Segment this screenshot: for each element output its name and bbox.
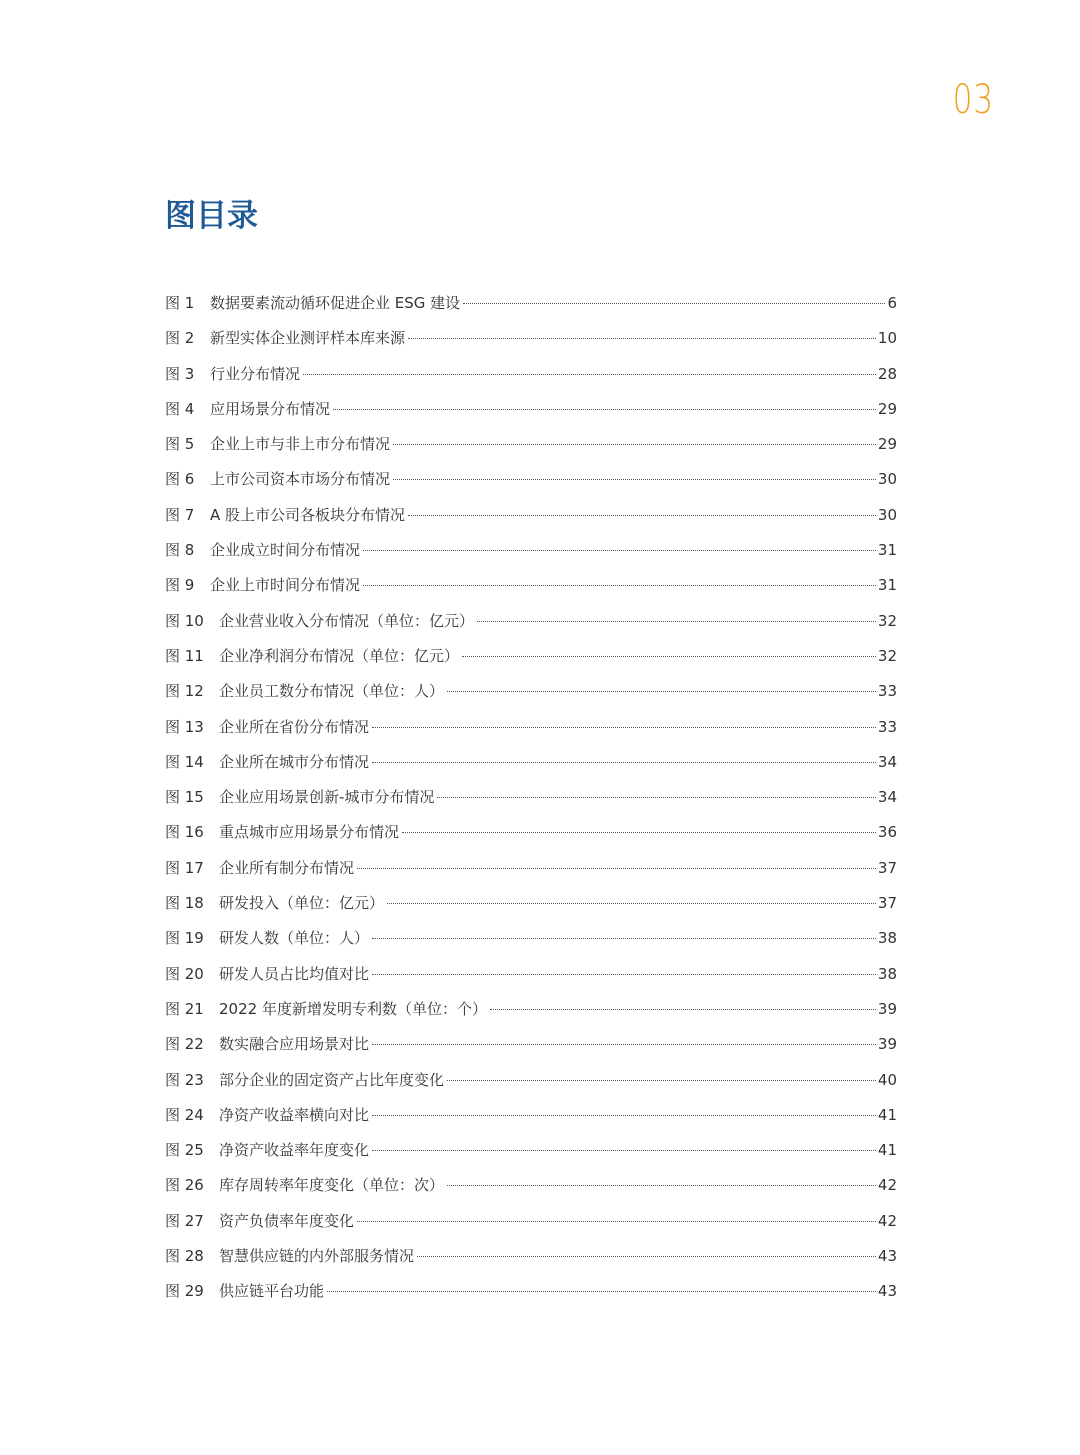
figure-number: 图 12 <box>165 682 204 701</box>
toc-entry[interactable] <box>165 392 897 427</box>
figure-title: 企业净利润分布情况（单位：亿元） <box>219 646 460 665</box>
figure-number: 图 6 <box>165 470 195 489</box>
dot-leader <box>393 444 876 445</box>
figure-page-number: 39 <box>877 999 897 1018</box>
figure-title: 企业所有制分布情况 <box>219 858 355 877</box>
figure-page-number: 30 <box>877 505 897 524</box>
dot-leader <box>372 974 876 975</box>
dot-leader <box>333 409 876 410</box>
figure-title: 研发人员占比均值对比 <box>219 964 370 983</box>
figure-number: 图 28 <box>165 1247 204 1266</box>
figure-page-number: 32 <box>877 611 897 630</box>
dot-leader <box>447 691 876 692</box>
figure-page-number: 10 <box>877 329 897 348</box>
figure-number: 图 20 <box>165 964 204 983</box>
figure-page-number: 38 <box>877 929 897 948</box>
figure-number: 图 23 <box>165 1070 204 1089</box>
figure-list <box>165 286 897 1310</box>
toc-entry[interactable] <box>165 533 897 568</box>
toc-entry[interactable] <box>165 321 897 356</box>
dot-leader <box>490 1009 876 1010</box>
figure-page-number: 37 <box>877 894 897 913</box>
figure-title: 上市公司资本市场分布情况 <box>210 470 391 489</box>
figure-title: 重点城市应用场景分布情况 <box>219 823 400 842</box>
figure-title: 库存周转率年度变化（单位：次） <box>219 1176 445 1195</box>
dot-leader <box>363 585 876 586</box>
figure-page-number: 29 <box>877 435 897 454</box>
figure-number: 图 18 <box>165 894 204 913</box>
dot-leader <box>372 762 876 763</box>
dot-leader <box>327 1291 876 1292</box>
figure-number: 图 5 <box>165 435 195 454</box>
figure-number: 图 25 <box>165 1141 204 1160</box>
figure-number: 图 8 <box>165 541 195 560</box>
dot-leader <box>462 656 876 657</box>
figure-title: 应用场景分布情况 <box>210 399 331 418</box>
figure-number: 图 21 <box>165 999 204 1018</box>
toc-entry[interactable] <box>165 780 897 815</box>
toc-entry[interactable] <box>165 357 897 392</box>
dot-leader <box>447 1185 876 1186</box>
toc-entry[interactable] <box>165 921 897 956</box>
figure-number: 图 11 <box>165 646 204 665</box>
figure-title: 数据要素流动循环促进企业 ESG 建设 <box>210 294 461 312</box>
toc-entry[interactable] <box>165 710 897 745</box>
toc-entry[interactable] <box>165 1063 897 1098</box>
figure-number: 图 24 <box>165 1105 204 1124</box>
figure-number: 图 9 <box>165 576 195 595</box>
figure-page-number: 43 <box>877 1247 897 1266</box>
toc-entry[interactable] <box>165 604 897 639</box>
figure-title: 企业应用场景创新-城市分布情况 <box>219 788 435 807</box>
figure-number: 图 22 <box>165 1035 204 1054</box>
figure-title: 2022 年度新增发明专利数（单位：个） <box>219 999 487 1018</box>
toc-entry[interactable] <box>165 886 897 921</box>
figure-page-number: 34 <box>877 752 897 771</box>
toc-entry[interactable] <box>165 1098 897 1133</box>
figure-title: 企业成立时间分布情况 <box>210 541 361 560</box>
figure-title: 行业分布情况 <box>210 364 301 383</box>
dot-leader <box>447 1080 876 1081</box>
figure-number: 图 27 <box>165 1211 204 1230</box>
figure-number: 图 13 <box>165 717 204 736</box>
page-title: 图目录 <box>165 198 258 234</box>
figure-page-number: 42 <box>877 1211 897 1230</box>
figure-page-number: 33 <box>877 682 897 701</box>
dot-leader <box>408 515 876 516</box>
dot-leader <box>402 832 876 833</box>
figure-page-number: 30 <box>877 470 897 489</box>
figure-page-number: 36 <box>877 823 897 842</box>
figure-page-number: 33 <box>877 717 897 736</box>
figure-title: 供应链平台功能 <box>219 1282 325 1301</box>
figure-page-number: 41 <box>877 1141 897 1160</box>
figure-title: 企业上市与非上市分布情况 <box>210 435 391 454</box>
figure-number: 图 1 <box>165 294 195 312</box>
figure-page-number: 38 <box>877 964 897 983</box>
toc-entry[interactable] <box>165 674 897 709</box>
figure-number: 图 29 <box>165 1282 204 1301</box>
figure-title: 企业员工数分布情况（单位：人） <box>219 682 445 701</box>
figure-page-number: 42 <box>877 1176 897 1195</box>
figure-page-number: 31 <box>877 541 897 560</box>
figure-page-number: 31 <box>877 576 897 595</box>
toc-entry[interactable] <box>165 851 897 886</box>
dot-leader <box>372 1150 876 1151</box>
dot-leader <box>463 303 885 304</box>
figure-page-number: 43 <box>877 1282 897 1301</box>
figure-number: 图 15 <box>165 788 204 807</box>
dot-leader <box>393 479 876 480</box>
toc-entry[interactable] <box>165 1168 897 1203</box>
dot-leader <box>372 1115 876 1116</box>
toc-entry[interactable] <box>165 639 897 674</box>
dot-leader <box>357 868 876 869</box>
figure-page-number: 29 <box>877 399 897 418</box>
figure-number: 图 26 <box>165 1176 204 1195</box>
dot-leader <box>372 1044 876 1045</box>
figure-number: 图 19 <box>165 929 204 948</box>
figure-title: A 股上市公司各板块分布情况 <box>210 505 406 524</box>
figure-number: 图 4 <box>165 399 195 418</box>
dot-leader <box>408 338 876 339</box>
figure-title: 研发投入（单位：亿元） <box>219 894 385 913</box>
dot-leader <box>372 727 876 728</box>
figure-page-number: 39 <box>877 1035 897 1054</box>
figure-number: 图 7 <box>165 505 195 524</box>
dot-leader <box>437 797 875 798</box>
dot-leader <box>387 903 876 904</box>
toc-entry[interactable] <box>165 462 897 497</box>
dot-leader <box>477 621 876 622</box>
toc-entry[interactable] <box>165 498 897 533</box>
figure-number: 图 17 <box>165 858 204 877</box>
figure-number: 图 10 <box>165 611 204 630</box>
dot-leader <box>303 374 876 375</box>
toc-entry[interactable] <box>165 1133 897 1168</box>
page-number: 03 <box>952 77 994 123</box>
figure-page-number: 37 <box>877 858 897 877</box>
toc-entry[interactable] <box>165 427 897 462</box>
figure-page-number: 28 <box>877 364 897 383</box>
figure-title: 企业所在城市分布情况 <box>219 752 370 771</box>
figure-title: 企业营业收入分布情况（单位：亿元） <box>219 611 475 630</box>
dot-leader <box>372 938 876 939</box>
figure-title: 研发人数（单位：人） <box>219 929 370 948</box>
figure-title: 新型实体企业测评样本库来源 <box>210 329 406 348</box>
toc-entry[interactable] <box>165 286 897 321</box>
figure-number: 图 2 <box>165 329 195 348</box>
figure-page-number: 41 <box>877 1105 897 1124</box>
toc-entry[interactable] <box>165 815 897 850</box>
toc-entry[interactable] <box>165 745 897 780</box>
figure-page-number: 6 <box>887 294 897 312</box>
figure-page-number: 32 <box>877 646 897 665</box>
figure-number: 图 3 <box>165 364 195 383</box>
figure-title: 数实融合应用场景对比 <box>219 1035 370 1054</box>
toc-entry[interactable] <box>165 1274 897 1309</box>
figure-title: 部分企业的固定资产占比年度变化 <box>219 1070 445 1089</box>
figure-title: 净资产收益率年度变化 <box>219 1141 370 1160</box>
figure-title: 企业所在省份分布情况 <box>219 717 370 736</box>
figure-title: 净资产收益率横向对比 <box>219 1105 370 1124</box>
toc-entry[interactable] <box>165 568 897 603</box>
toc-entry[interactable] <box>165 1204 897 1239</box>
toc-entry[interactable] <box>165 957 897 992</box>
toc-entry[interactable] <box>165 1239 897 1274</box>
figure-number: 图 16 <box>165 823 204 842</box>
figure-page-number: 34 <box>877 788 897 807</box>
toc-entry[interactable] <box>165 1027 897 1062</box>
figure-page-number: 40 <box>877 1070 897 1089</box>
figure-number: 图 14 <box>165 752 204 771</box>
figure-title: 资产负债率年度变化 <box>219 1211 355 1230</box>
figure-title: 企业上市时间分布情况 <box>210 576 361 595</box>
dot-leader <box>357 1221 876 1222</box>
figure-title: 智慧供应链的内外部服务情况 <box>219 1247 415 1266</box>
toc-entry[interactable] <box>165 992 897 1027</box>
dot-leader <box>417 1256 876 1257</box>
dot-leader <box>363 550 876 551</box>
